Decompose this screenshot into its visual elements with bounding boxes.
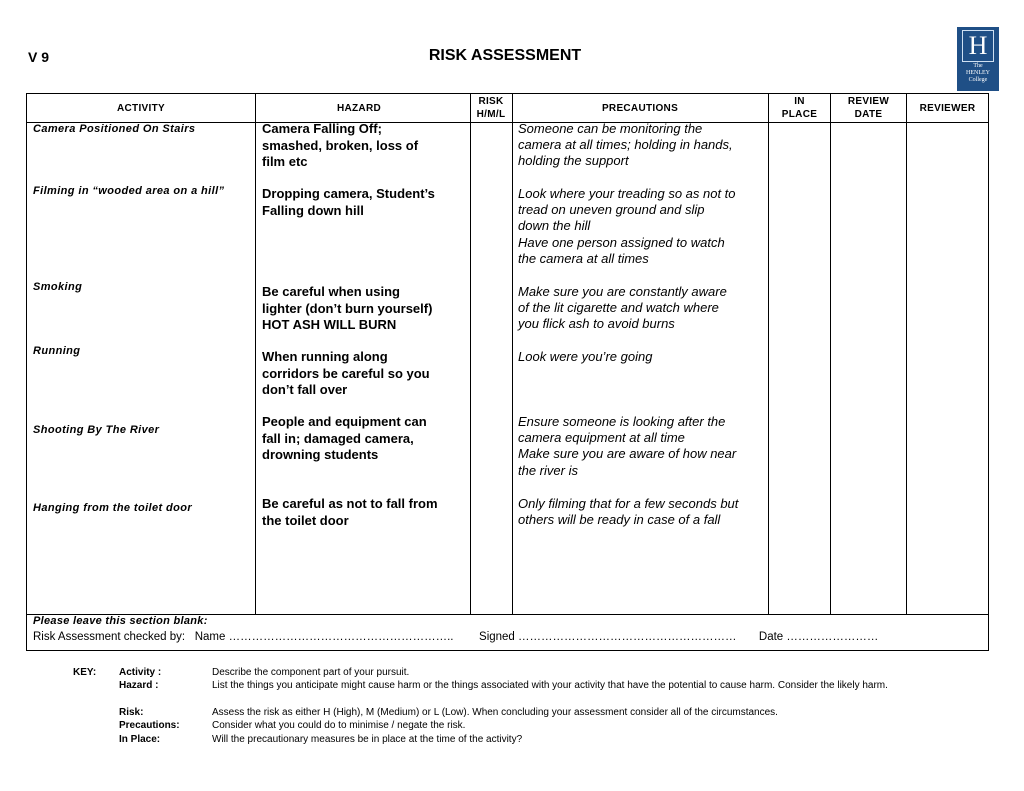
risk-assessment-table (26, 93, 989, 651)
activity-cell: Camera Positioned On Stairs (33, 123, 196, 135)
key-term-hazard: Hazard : (119, 680, 159, 691)
logo-text-line3: College (968, 77, 988, 83)
hazard-cell: People and equipment can fall in; damaged camera, drowning students (262, 414, 427, 462)
col-header-precautions: PRECAUTIONS (601, 102, 679, 114)
key-term-in-place: In Place: (119, 734, 161, 745)
hazard-cell: Dropping camera, Student’s Falling down hill (262, 186, 435, 218)
precautions-cell: Make sure you are constantly aware of the lit cigarette and watch where you flick ash to avoid burns (518, 284, 727, 332)
hazard-cell: When running along corridors be careful so you don’t fall over (262, 349, 430, 397)
hazard-cell: Be careful when using lighter (don’t burn yourself) HOT ASH WILL BURN (262, 284, 433, 332)
column-divider (768, 94, 769, 614)
logo-text-line2: HENLEY (966, 70, 990, 76)
key-term-precautions: Precautions: (119, 720, 180, 731)
key-desc-in-place: Will the precautionary measures be in place at the time of the activity? (212, 734, 523, 745)
column-divider (255, 94, 256, 614)
column-divider (512, 94, 513, 614)
activity-cell: Filming in “wooded area on a hill” (33, 185, 225, 197)
precautions-cell: Look were you’re going (518, 349, 653, 364)
hazard-cell: Camera Falling Off; smashed, broken, loss of film etc (262, 121, 419, 169)
precautions-cell: Someone can be monitoring the camera at all times; holding in hands, holding the support (518, 121, 733, 169)
page-title: RISK ASSESSMENT (428, 47, 582, 64)
precautions-cell: Look where your treading so as not to tread on uneven ground and slip down the hill Have one person assigned to watch the camera at all times (518, 186, 736, 266)
key-desc-precautions: Consider what you could do to minimise / negate the risk. (212, 720, 466, 731)
activity-cell: Shooting By The River (33, 424, 160, 436)
checked-by-line: Risk Assessment checked by: Name ………………………………………………….. Signed ………………………………………………… Date …………………… (33, 631, 879, 643)
column-divider (830, 94, 831, 614)
col-header-risk: RISK H/M/L (476, 96, 506, 120)
logo-monogram: H (962, 30, 994, 62)
key-term-risk: Risk: (119, 707, 144, 718)
key-desc-risk: Assess the risk as either H (High), M (Medium) or L (Low). When concluding your assessment consider all of the circumstances. (212, 707, 778, 718)
precautions-cell: Only filming that for a few seconds but others will be ready in case of a fall (518, 496, 739, 528)
table-header-row (27, 94, 988, 123)
col-header-hazard: HAZARD (336, 102, 382, 114)
key-label: KEY: (73, 667, 97, 678)
hazard-cell: Be careful as not to fall from the toilet door (262, 496, 438, 528)
column-divider (906, 94, 907, 614)
activity-cell: Smoking (33, 281, 83, 293)
col-header-activity: ACTIVITY (117, 102, 165, 114)
precautions-cell: Ensure someone is looking after the camera equipment at all time Make sure you are aware of how near the river is (518, 414, 737, 478)
key-term-activity: Activity : (119, 667, 162, 678)
column-divider (470, 94, 471, 614)
activity-cell: Running (33, 345, 81, 357)
college-logo (957, 27, 999, 91)
col-header-in-place: IN PLACE (781, 96, 818, 120)
key-desc-hazard: List the things you anticipate might cause harm or the things associated with your activity that have the potential to cause harm. Consider the likely harm. (212, 680, 888, 691)
section-note: Please leave this section blank: (33, 615, 208, 627)
col-header-review-date: REVIEW DATE (847, 96, 890, 120)
key-desc-activity: Describe the component part of your pursuit. (212, 667, 410, 678)
logo-text-line1: The (973, 63, 983, 69)
version-label: V 9 (28, 49, 50, 65)
activity-cell: Hanging from the toilet door (33, 502, 193, 514)
col-header-reviewer: REVIEWER (919, 102, 976, 114)
